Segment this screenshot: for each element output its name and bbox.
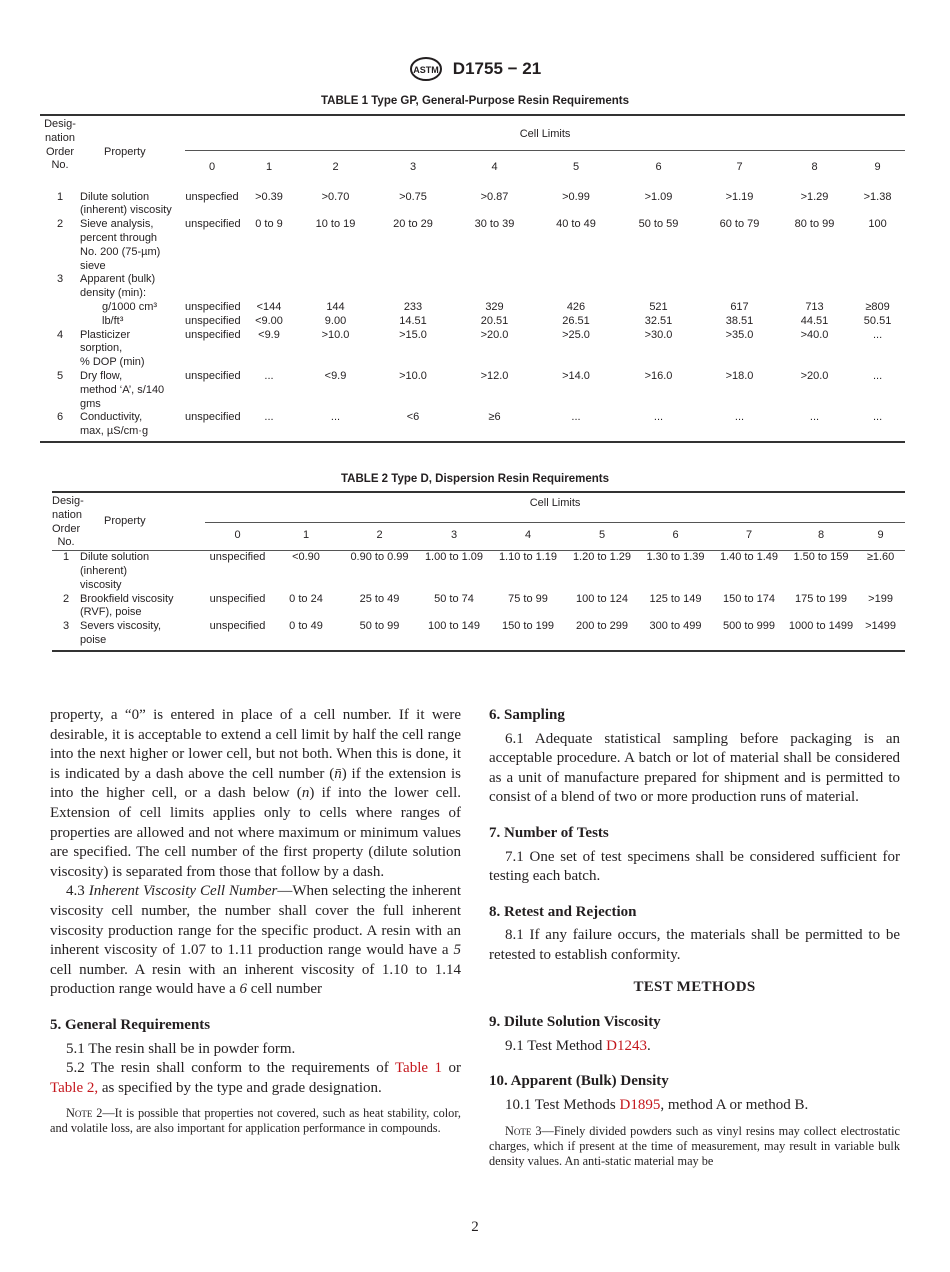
row-value: ≥6	[488, 411, 501, 424]
row-order-no: 2	[56, 218, 64, 231]
row-value: unspecified	[185, 328, 241, 341]
row-value: <9.00	[255, 314, 283, 327]
cell-limit-header: 8	[811, 160, 818, 173]
cell-limit-header: 3	[409, 160, 417, 173]
section-heading	[489, 706, 900, 726]
row-value: >0.39	[255, 190, 283, 203]
column-header-property: Property	[104, 514, 146, 527]
row-value	[372, 273, 454, 301]
left-column	[50, 706, 461, 1137]
row-value: >12.0	[480, 369, 509, 382]
reference-link[interactable]: D1243	[606, 1037, 648, 1054]
row-property: Dilute solution (inherent) viscosity	[80, 190, 172, 217]
row-value: >18.0	[725, 369, 754, 382]
row-value	[535, 273, 617, 301]
row-value: ...	[330, 411, 341, 424]
text-span: 2—It is possible that properties not covered, such as heat stability, color, and volatile loss, are also important for application performance in compounds.	[50, 1106, 461, 1136]
row-order-no: 2	[62, 592, 70, 605]
row-value: 0 to 9	[255, 218, 283, 231]
row-value: >20.0	[800, 369, 829, 382]
cell-limit-header: 3	[450, 529, 458, 542]
row-value: 521	[649, 300, 668, 313]
column-header-cell-limits: Cell Limits	[205, 492, 905, 523]
row-value	[299, 273, 372, 301]
section-title	[489, 978, 900, 998]
row-order-no: 4	[56, 328, 64, 341]
row-value: 300 to 499	[649, 620, 702, 633]
document-id: D1755 − 21	[452, 59, 542, 78]
row-value: 0 to 49	[289, 620, 323, 633]
row-value: >0.75	[399, 190, 427, 203]
text-span: cell number	[247, 981, 323, 998]
row-value: unspecified	[209, 592, 266, 605]
table-row	[40, 301, 905, 315]
text-span: .	[647, 1037, 651, 1054]
row-value: ...	[264, 411, 274, 424]
row-value	[700, 273, 779, 301]
row-value: ...	[872, 369, 883, 382]
text-span: ) if into the lower cell. Extension of cell limits applies only to cells where ranges of properties are allowed and not where maximum or minimum values are specified. The cell number of the first property (dilute solution viscosity) is separated from those that follow by a dash.	[50, 785, 462, 880]
row-value: 30 to 39	[474, 218, 515, 231]
reference-link[interactable]: Table 1	[394, 1060, 443, 1077]
row-value: >30.0	[644, 328, 673, 341]
row-property: Conductivity, max, µS/cm·g	[80, 411, 149, 438]
row-value: 713	[805, 300, 824, 313]
row-order-no: 6	[56, 411, 64, 424]
row-value: 80 to 99	[794, 218, 835, 231]
page-header	[0, 56, 950, 84]
paragraph	[50, 1040, 461, 1060]
row-value: >10.0	[321, 328, 350, 341]
row-value: ...	[872, 411, 883, 424]
row-value: ...	[809, 411, 820, 424]
text-span: 5. General Requirements	[50, 1016, 211, 1033]
row-value: unspecified	[185, 411, 241, 424]
page-number: 2	[471, 1219, 479, 1235]
row-value: 426	[566, 300, 586, 313]
cell-limit-header: 2	[332, 160, 339, 173]
paragraph	[489, 1096, 900, 1116]
cell-limit-header: 8	[817, 529, 825, 542]
row-value: ...	[872, 328, 883, 341]
row-property: lb/ft³	[102, 314, 124, 327]
row-value: 50 to 59	[638, 218, 679, 231]
row-value: 233	[403, 300, 423, 313]
text-span: Note	[505, 1123, 532, 1138]
cell-limit-header: 9	[874, 160, 881, 173]
text-span: 6. Sampling	[489, 707, 565, 723]
text-span: 3—Finely divided powders such as vinyl resins may collect electrostatic charges, which if present at the time of measurement, may result in variable bulk density values. An anti-static material may be	[489, 1123, 900, 1168]
row-value: 100	[868, 218, 887, 231]
row-value: 1.30 to 1.39	[646, 551, 705, 564]
text-span: or	[442, 1060, 461, 1077]
paragraph	[50, 1059, 461, 1098]
paragraph	[489, 848, 900, 887]
row-value: <9.9	[258, 328, 280, 341]
row-value: >0.70	[321, 190, 350, 203]
reference-link[interactable]: Table 2,	[50, 1079, 99, 1096]
reference-link[interactable]: D1895	[619, 1096, 661, 1113]
column-header-property: Property	[104, 146, 146, 159]
row-value: >14.0	[562, 369, 590, 382]
svg-text:ASTM: ASTM	[413, 65, 439, 75]
cell-limit-header: 4	[524, 529, 532, 542]
row-value: >16.0	[644, 369, 673, 382]
row-value: >1499	[865, 620, 896, 633]
row-order-no: 1	[62, 551, 70, 564]
row-value: >1.29	[800, 190, 829, 203]
text-span: n̄	[334, 765, 342, 782]
cell-limit-header: 7	[736, 160, 743, 173]
row-value: unspecified	[185, 300, 241, 313]
row-value: ...	[734, 411, 745, 424]
row-value: 32.51	[644, 314, 673, 327]
row-value: 200 to 299	[576, 620, 628, 633]
section-heading	[489, 1072, 900, 1092]
column-header-order-no: Desig- nation Order No.	[52, 495, 84, 549]
table2	[52, 491, 905, 652]
row-value: 1.40 to 1.49	[719, 551, 779, 564]
column-header-cell-limits: Cell Limits	[185, 115, 905, 150]
table-row	[40, 370, 905, 411]
row-value	[617, 273, 700, 301]
cell-limit-header: 1	[265, 160, 273, 173]
row-value: 144	[326, 300, 345, 313]
row-property: Sieve analysis, percent through No. 200 (75-µm) sieve	[80, 218, 161, 272]
row-value: >35.0	[725, 328, 754, 341]
table-row	[40, 191, 905, 219]
row-value: <9.9	[324, 369, 347, 382]
row-value: >15.0	[399, 328, 427, 341]
row-property: Severs viscosity, poise	[80, 620, 162, 646]
row-value: 26.51	[562, 314, 590, 327]
row-value: 50.51	[863, 314, 892, 327]
row-value: unspecified	[185, 369, 241, 382]
text-span: 7.1 One set of test specimens shall be considered sufficient for testing each batch.	[489, 848, 900, 885]
cell-limit-header: 4	[491, 160, 498, 173]
row-order-no: 1	[56, 190, 64, 203]
section-heading	[489, 1013, 900, 1033]
row-value: >25.0	[562, 328, 590, 341]
row-value: 50 to 99	[359, 620, 400, 633]
table-row	[40, 218, 905, 273]
row-value: 20 to 29	[393, 218, 433, 231]
row-value: 25 to 49	[359, 592, 400, 605]
row-value: <6	[406, 411, 420, 424]
row-value: 50 to 74	[434, 592, 474, 605]
astm-logo-icon	[409, 56, 443, 82]
table-row	[52, 593, 905, 621]
cell-limit-header: 2	[376, 529, 383, 542]
cell-limit-header: 6	[655, 160, 662, 173]
row-value: 60 to 79	[719, 218, 760, 231]
row-value: >1.09	[644, 190, 673, 203]
row-property: Dilute solution (inherent) viscosity	[80, 551, 150, 591]
row-value: <0.90	[292, 551, 320, 564]
row-value: ≥1.60	[866, 551, 895, 564]
text-span: 5.2 The resin shall conform to the requirements of	[66, 1060, 395, 1077]
row-value: >0.99	[562, 190, 590, 203]
table1-title: TABLE 1 Type GP, General-Purpose Resin Requirements	[320, 95, 630, 107]
row-property: g/1000 cm³	[102, 300, 158, 313]
row-value: 150 to 199	[502, 620, 554, 633]
row-value: 10 to 19	[315, 218, 356, 231]
row-order-no	[40, 315, 80, 329]
row-value: ...	[653, 411, 664, 424]
paragraph	[50, 882, 461, 1000]
table-row	[40, 411, 905, 442]
row-value: 1.00 to 1.09	[424, 551, 484, 564]
text-span: Inherent Viscosity Cell Number	[88, 883, 278, 900]
row-value: 14.51	[399, 314, 427, 327]
table-row	[52, 620, 905, 651]
row-value	[779, 273, 850, 301]
section-heading	[489, 903, 900, 923]
row-value	[850, 273, 905, 301]
row-value	[185, 273, 239, 301]
table-row	[40, 329, 905, 370]
text-span: 8.1 If any failure occurs, the materials shall be permitted to be retested to establish conformity.	[489, 927, 900, 963]
row-value: 38.51	[725, 314, 754, 327]
cell-limit-header: 0	[234, 529, 241, 542]
table-row	[52, 551, 905, 593]
row-value: 1.10 to 1.19	[498, 551, 558, 564]
cell-limit-header: 5	[572, 160, 580, 173]
row-value: >20.0	[480, 328, 509, 341]
note-paragraph	[50, 1106, 461, 1136]
row-value: >1.19	[725, 190, 754, 203]
text-span: ) if the extension is into the higher cell, or a dash below (	[50, 765, 461, 802]
text-span: TEST METHODS	[633, 978, 756, 995]
cell-limit-header: 1	[302, 529, 310, 542]
row-property: Dry flow, method ‘A’, s/140 gms	[80, 369, 165, 410]
row-order-no	[40, 301, 80, 315]
row-value: unspecified	[185, 314, 241, 327]
row-value: 20.51	[480, 314, 509, 327]
section-heading	[50, 1016, 461, 1036]
row-value: 1000 to 1499	[788, 620, 854, 633]
row-value: 175 to 199	[795, 592, 847, 605]
text-span: as specified by the type and grade designation.	[98, 1079, 382, 1096]
row-value: 617	[730, 300, 749, 313]
text-span: 10.1 Test Methods	[505, 1096, 620, 1113]
row-value: unspecified	[209, 551, 266, 564]
text-span: 9. Dilute Solution Viscosity	[489, 1014, 661, 1031]
row-value: unspecfied	[185, 190, 239, 203]
row-value: 1.50 to 159	[793, 551, 849, 564]
row-value: 9.00	[324, 314, 347, 327]
cell-limit-header: 5	[598, 529, 606, 542]
row-value: 100 to 149	[428, 620, 480, 633]
row-value: 75 to 99	[508, 592, 548, 605]
cell-limit-header: 0	[208, 160, 216, 173]
text-span: , method A or method B.	[660, 1096, 809, 1113]
row-value: >10.0	[399, 369, 427, 382]
table1	[40, 114, 905, 443]
text-span: 5	[453, 942, 461, 959]
row-value: 1.20 to 1.29	[572, 551, 632, 564]
text-span: 9.1 Test Method	[505, 1037, 607, 1054]
row-value: unspecified	[185, 218, 241, 231]
text-span: property, a “0” is entered in place of a cell number. If it were desirable, it is acceptable to extend a cell limit by half the cell range into the next higher or lower cell, but not both. When this is done, it is indicated by a dash above the cell number (	[50, 707, 461, 782]
text-span: 8. Retest and Rejection	[489, 903, 637, 920]
row-value: >199	[868, 592, 893, 605]
row-value	[239, 273, 299, 301]
row-value: 40 to 49	[556, 218, 596, 231]
row-value: ≥809	[865, 300, 890, 313]
row-value: 125 to 149	[649, 592, 702, 605]
row-order-no: 3	[56, 273, 64, 286]
cell-limit-header: 9	[877, 529, 884, 542]
cell-limit-header: 7	[745, 529, 753, 542]
row-value: 500 to 999	[723, 620, 775, 633]
table-row	[40, 273, 905, 301]
row-property: Apparent (bulk) density (min):	[80, 273, 156, 300]
text-span: 10. Apparent (Bulk) Density	[489, 1073, 669, 1090]
text-span: cell number. A resin with an inherent viscosity of 1.10 to 1.14 production range would have a	[50, 961, 461, 998]
text-span: 6	[239, 981, 248, 998]
section-heading	[489, 824, 900, 844]
table-row	[40, 315, 905, 329]
row-value: ...	[571, 411, 581, 424]
text-span: 7. Number of Tests	[489, 824, 609, 841]
row-value: 44.51	[800, 314, 829, 327]
row-value	[454, 273, 535, 301]
row-value: >40.0	[800, 328, 829, 341]
row-value: 329	[485, 300, 504, 313]
row-value: 150 to 174	[723, 592, 775, 605]
row-value: unspecified	[209, 620, 266, 633]
note-paragraph	[489, 1124, 900, 1170]
text-span: 6.1 Adequate statistical sampling before packaging is an acceptable procedure. A batch or lot of material shall be considered as a unit of manufacture prepared for shipment and is permitted to consist of a blend of two or more production runs of material.	[489, 730, 900, 806]
text-span: —When selecting the inherent viscosity cell number, the number shall cover the full inherent viscosity production range for the specific product. A resin with an inherent viscosity of 1.07 to 1.11 production range would have a	[50, 883, 461, 959]
text-span: Note	[66, 1106, 93, 1121]
paragraph	[489, 730, 900, 808]
paragraph	[489, 1037, 900, 1057]
text-span: n	[301, 785, 310, 802]
right-column	[489, 706, 900, 1169]
cell-limit-header: 6	[672, 529, 679, 542]
row-value: 0 to 24	[289, 592, 323, 605]
table2-title: TABLE 2 Type D, Dispersion Resin Requirements	[341, 473, 609, 485]
row-property: Plasticizer sorption, % DOP (min)	[80, 328, 145, 369]
row-value: >1.38	[863, 190, 892, 203]
row-value: >0.87	[480, 190, 509, 203]
row-value: <144	[256, 300, 282, 313]
text-span: 5.1 The resin shall be in powder form.	[66, 1040, 296, 1057]
row-value: 0.90 to 0.99	[350, 551, 409, 564]
row-order-no: 3	[62, 620, 70, 633]
column-header-order-no: Desig- nation Order No.	[44, 118, 76, 172]
row-value: ...	[264, 369, 274, 382]
paragraph	[50, 706, 461, 882]
row-value: 100 to 124	[576, 592, 628, 605]
row-order-no: 5	[56, 369, 64, 382]
text-span: 4.3	[66, 883, 89, 900]
row-property: Brookfield viscosity (RVF), poise	[80, 592, 174, 619]
paragraph	[489, 926, 900, 965]
